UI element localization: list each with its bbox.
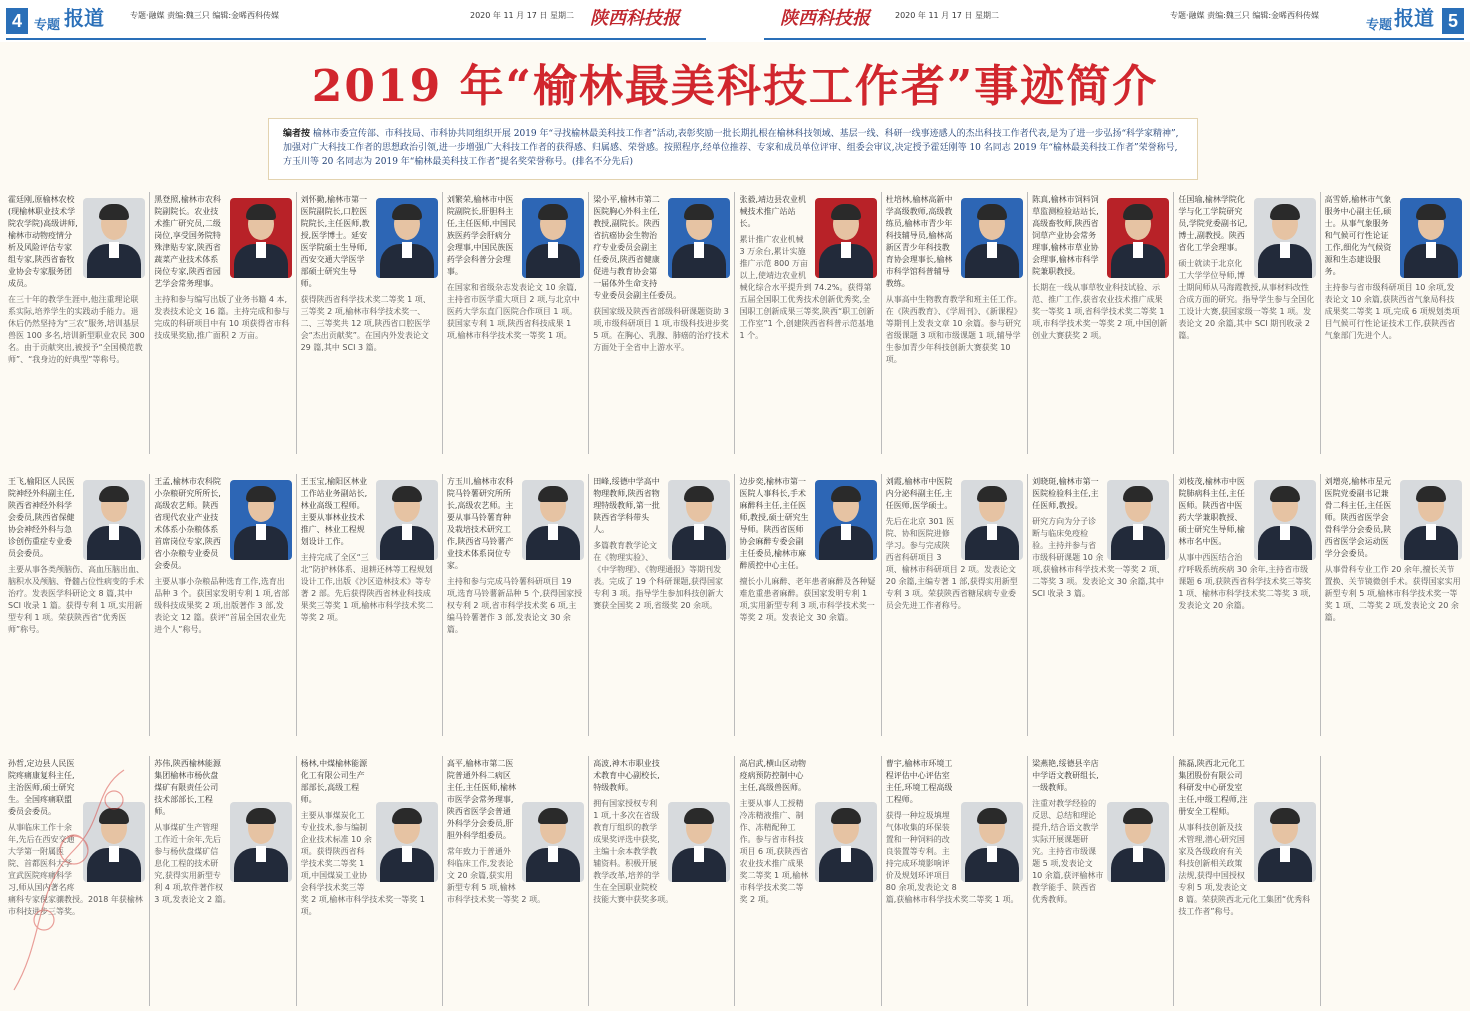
profile-lead: 苏伟,陕西榆林能源集团榆林市杨伙盘煤矿有限责任公司技术部部长,工程师。	[154, 759, 221, 816]
portrait-photo	[1254, 802, 1316, 882]
left-section-label: 专题	[34, 18, 61, 33]
profile-body: 从事临床工作十余年,先后在西安交通大学第一附属医院、首都医科大学宣武医院疼痛科学习,师从国内著名疼痛科专家倪家骧教授。2018 年获榆林市科技进步三等奖。	[8, 823, 143, 916]
profile-lead: 杨林,中煤榆林能源化工有限公司生产部部长,高级工程师。	[300, 759, 368, 804]
page-header	[0, 0, 1470, 42]
profile-card	[881, 474, 1027, 736]
portrait-photo	[1254, 198, 1316, 278]
profile-card	[588, 192, 734, 454]
left-page-number: 4	[6, 8, 28, 34]
profile-card	[588, 756, 734, 1006]
profile-card	[4, 192, 149, 454]
right-section-title: 报道	[1394, 6, 1434, 30]
profile-card	[1320, 192, 1466, 454]
profile-card	[149, 474, 295, 736]
profile-lead: 陈真,榆林市饲料饲草监测检验站站长,高级畜牧师,陕西省饲草产业协会常务理事,榆林市草业协会理事,榆林市科学院兼职教授。	[1032, 195, 1099, 276]
profile-lead: 方玉川,榆林市农科院马铃薯研究所所长,高级农艺师。主要从事马铃薯育种及栽培技术研究工作,陕西省马铃薯产业技术体系岗位专家。	[446, 477, 514, 570]
profile-body: 主要从事人工授精冷冻精液推广、制作、冻精配种工作。参与省市科技项目 6 项,获陕西省农业技术推广成果奖二等奖 1 项,榆林市科学技术奖二等奖 2 项。	[739, 799, 809, 904]
profile-card	[4, 474, 149, 736]
profile-body: 从事骨科专业工作 20 余年,擅长关节置换、关节镜微创手术。获得国家实用新型专利 5 项,榆林市科学技术奖一等奖 1 项、二等奖 2 项,发表论文 20 余篇。	[1324, 565, 1461, 622]
profile-card	[1027, 756, 1173, 1006]
portrait-photo	[1107, 198, 1169, 278]
profile-body: 主持和参与编写出版了业务书籍 4 本,发表技术论文 16 篇。主持完成和参与完成的科研项目中有 10 项获得省市科技成果奖励,推广面积 2 万亩。	[154, 295, 290, 340]
profile-lead: 高波,神木市职业技术教育中心副校长,特级教师。	[593, 759, 660, 792]
profile-lead: 高平,榆林市第二医院普通外科二病区主任,主任医师,榆林市医学会常务理事,陕西省医学会普通外科学分会委员,肝胆外科学组委员。	[446, 759, 516, 840]
profile-body: 获得一种垃圾填埋气体收集的环保装置和一种饲料的改良装置等专利。主持完成环境影响评价及规划环评项目 80 余项,发表论文 8 篇,获榆林市科学技术奖二等奖 1 项。	[885, 811, 1019, 904]
portrait-photo	[522, 198, 584, 278]
left-header-rule	[6, 38, 706, 40]
profile-card	[1320, 474, 1466, 736]
left-editors: 专题·融媒 责编:魏三只 编辑:金晞西科传媒	[130, 11, 280, 20]
profile-body: 长期在一线从事草牧业科技试验、示范、推广工作,获省农业技术推广成果奖一等奖 1 项,省科学技术奖二等奖 1 项,市科学技术奖一等奖 2 项,中国创新创业大赛获奖 2 项。	[1032, 283, 1168, 340]
portrait-photo	[83, 198, 145, 278]
profile-card	[149, 192, 295, 454]
right-paper-logo: 陕西科技报	[780, 8, 870, 29]
profile-body: 硕士就读于北京化工大学学位导师,博士期间师从马海霞教授,从事材料改性合成方面的研究。指导学生参与全国化工设计大赛,获国家级一等奖 1 项。发表论文 20 余篇,其中 SCI 期刊收录 2 篇。	[1178, 259, 1315, 340]
profile-body: 擅长小儿麻醉、老年患者麻醉及各种疑难危重患者麻醉。获国家发明专利 1 项,实用新型专利 3 项,市科学技术奖一等奖 2 项。发表论文 30 余篇。	[739, 577, 876, 622]
portrait-photo	[668, 802, 730, 882]
profile-lead: 王玉宝,榆阳区林业工作站业务副站长,林业高级工程师。主要从事林业技术推广、林业工程规划设计工作。	[300, 477, 368, 546]
profile-row-2	[4, 474, 1466, 736]
right-editors: 专题·融媒 责编:魏三只 编辑:金晞西科传媒	[1170, 11, 1320, 20]
portrait-photo	[1107, 802, 1169, 882]
profile-lead: 刘晓斑,榆林市第一医院检验科主任,主任医师,教授。	[1032, 477, 1099, 510]
profile-lead: 刘繁荣,榆林市中医院副院长,肝胆科主任,主任医师,中国民族医药学会肝病分会理事,中国民族医药学会科普分会理事。	[446, 195, 516, 276]
profile-lead: 高雪娇,榆林市气象服务中心副主任,硕士。从事气象服务和气候可行性论证工作,细化为气候资源和生态建设服务。	[1324, 195, 1392, 276]
portrait-photo	[961, 802, 1023, 882]
profile-body: 常年致力于普通外科临床工作,发表论文 20 余篇,获实用新型专利 5 项,榆林市科学技术奖一等奖 2 项。	[446, 847, 546, 904]
right-section-label: 专题	[1366, 18, 1393, 33]
profile-card	[1027, 192, 1173, 454]
profile-card	[442, 192, 588, 454]
right-date: 2020 年 11 月 17 日 星期二	[895, 11, 999, 20]
profile-body: 研究方向为分子诊断与临床免疫检验。主持并参与省市级科研课题 10 余项,获榆林市科学技术奖一等奖 2 项、二等奖 3 项。发表论文 30 余篇,其中 SCI 收录 3 篇。	[1032, 517, 1165, 598]
profile-card	[442, 756, 588, 1006]
portrait-photo	[815, 198, 877, 278]
profile-body: 主要从事小杂粮品种选育工作,选育出品种 3 个。获国家发明专利 1 项,省部级科技成果奖 2 项,出版著作 3 部,发表论文 12 篇。获评“首届全国农业先进个人”称号。	[154, 577, 290, 634]
profile-card	[296, 756, 442, 1006]
portrait-photo	[815, 480, 877, 560]
profile-body: 主持和参与完成马铃薯科研项目 19 项,选育马铃薯新品种 5 个,获得国家授权专利 2 项,省市科学技术奖 6 项,主编马铃薯著作 3 部,发表论文 30 余篇。	[446, 577, 583, 634]
profile-card	[442, 474, 588, 736]
profile-body: 在国家和省级杂志发表论文 10 余篇,主持省市医学重大项目 2 项,与北京中医药大学东直门医院合作项目 1 项。获国家专利 1 项,陕西省科技成果 1 项,榆林市科学技术奖一等奖 1 项。	[446, 283, 580, 340]
profile-card	[881, 192, 1027, 454]
profile-body: 多篇教育教学论文在《物理实验》、《中学物理》、《物理通报》等期刊发表。完成了 19 个科研课题,获得国家专利 3 项。指导学生参加科技创新大赛获全国奖 2 项,省级奖 20 余项。	[593, 541, 724, 610]
portrait-photo	[1254, 480, 1316, 560]
profile-card	[1320, 756, 1466, 1006]
floral-decoration	[4, 760, 144, 1000]
profile-lead: 杜培林,榆林高新中学高级教师,高级教练员,榆林市青少年科技辅导员,榆林高新区青少年科技教育协会理事长,榆林市科学馆科普辅导教练。	[885, 195, 953, 288]
profile-card	[296, 474, 442, 736]
profile-card	[881, 756, 1027, 1006]
profile-card	[1027, 474, 1173, 736]
portrait-photo	[230, 802, 292, 882]
profile-body: 累计推广农业机械 3 万余台,累计实施推广示范 800 万亩以上,使靖边农业机械化综合水平提升到 74.2%。获得第五届全国职工优秀技术创新优秀奖,全国职工创新成果三等奖,陕西“职工创新工作室”1 个,创建陕西省科普示范基地 1 个。	[739, 235, 875, 340]
portrait-photo	[961, 480, 1023, 560]
profile-card	[1173, 756, 1319, 1006]
profile-body: 主持参与省市级科研项目 10 余项,发表论文 10 余篇,获陕西省气象局科技成果奖二等奖 1 项,完成 6 项规划类项目气候可行性论证技术工作,获陕西省气象部门先进个人。	[1324, 283, 1460, 340]
profile-lead: 刘霞,榆林市中医院内分泌科副主任,主任医师,医学硕士。	[885, 477, 953, 510]
portrait-photo	[668, 198, 730, 278]
portrait-photo	[1107, 480, 1169, 560]
profile-lead: 曹宇,榆林市环境工程评估中心评估室主任,环境工程高级工程师。	[885, 759, 953, 804]
profile-card	[1173, 474, 1319, 736]
profile-lead: 孙哲,定边县人民医院疼痛康复科主任,主治医师,硕士研究生。全国疼痛联盟委员会委员。	[8, 759, 75, 816]
profile-card	[734, 756, 880, 1006]
profile-lead: 刘怀勤,榆林市第一医院副院长,口腔医院院长,主任医师,教授,医学博士。延安医学院硕士生导师,西安交通大学医学部硕士研究生导师。	[300, 195, 370, 288]
profile-body: 获国家级及陕西省部级科研课题资助 3 项,市级科研项目 1 项,市级科技进步奖 5 项。在胸心、乳腺、肺癌的治疗技术方面处于全省中上游水平。	[593, 307, 729, 352]
profile-card	[149, 756, 295, 1006]
portrait-photo	[522, 480, 584, 560]
profile-lead: 梁小平,榆林市第二医院胸心外科主任,教授,副院长。陕西省抗癌协会生物治疗专业委员会副主任委员,陕西省健康促进与教育协会第一届体外生命支持专业委员会副主任委员。	[593, 195, 682, 300]
profile-body: 注重对教学经验的反思、总结和理论提升,结合语文教学实际开展课题研究。主持省市级课题 5 项,发表论文 10 余篇,获评榆林市教学能手、陕西省优秀教师。	[1032, 799, 1104, 904]
editor-note	[268, 118, 1198, 180]
portrait-photo	[230, 198, 292, 278]
profile-body: 主要从事煤炭化工专业技术,参与编制企业技术标准 10 余项。获得陕西省科学技术奖二等奖 1 项,中国煤炭工业协会科学技术奖三等奖 2 项,榆林市科学技术奖一等奖 1 项。	[300, 811, 425, 916]
profile-row-3	[4, 756, 1466, 1006]
profile-body: 从事中西医结合治疗呼吸系统疾病 30 余年,主持省市级课题 6 项,获陕西省科学技术奖三等奖 1 项、榆林市科学技术奖二等奖 3 项,发表论文 20 余篇。	[1178, 553, 1312, 610]
profile-lead: 王飞,榆阳区人民医院神经外科副主任,陕西省神经外科学会委员,陕西省保健协会神经外科与急诊创伤重症专业委员会委员。	[8, 477, 75, 558]
profile-card	[588, 474, 734, 736]
profile-body: 主持完成了全区“三北”防护林体系、退耕还林等工程规划设计工作,出版《沙区造林技术》等专著 2 部。先后获得陕西省林业科技成果奖三等奖 1 项,榆林市科学技术奖二等奖 2 项。	[300, 553, 434, 622]
editor-note-text: 榆林市委宣传部、市科技局、市科协共同组织开展 2019 年“寻找榆林最美科技工作者”活动,表彰奖励一批长期扎根在榆林科技领域、基层一线、科研一线事迹感人的杰出科技工作者代表,是为了进一步弘扬“科学家精神”,加强对广大科技工作者的思想政治引领,进一步增强广大科技工作者的获得感、归属感、荣誉感。按照程序,经单位推荐、专家和成员单位评审、组委会审议,决定授予霍廷刚等 10 名同志 2019 年“榆林最美科技工作者”荣誉称号,方玉川等 20 名同志为 2019 年“榆林最美科技工作者”提名奖荣誉称号。(排名不分先后)	[283, 129, 1179, 167]
profile-body: 先后在北京 301 医院、协和医院进修学习。参与完成陕西省科研项目 3 项、榆林市科研项目 2 项。发表论文 20 余篇,主编专著 1 部,获得实用新型专利 3 项。荣获陕西省糖尿病专业委员会先进工作者称号。	[885, 517, 1018, 610]
profile-lead: 高启武,横山区动物疫病预防控制中心主任,高级兽医师。	[739, 759, 807, 792]
portrait-photo	[1400, 480, 1462, 560]
left-section-title: 报道	[64, 6, 104, 30]
page-title: 2019 年“榆林最美科技工作者”事迹简介	[311, 61, 1159, 112]
profile-body: 获得陕西省科学技术奖二等奖 1 项、三等奖 2 项,榆林市科学技术奖一、二、三等奖共 12 项,陕西省口腔医学会“杰出贡献奖”。在国内外发表论文 29 篇,其中 SCI 3 篇。	[300, 295, 431, 352]
profile-lead: 熊磊,陕西北元化工集团股份有限公司科研发中心研发室主任,中级工程师,注册安全工程师。	[1178, 759, 1248, 816]
left-date: 2020 年 11 月 17 日 星期二	[470, 11, 574, 20]
profile-body: 从事煤矿生产管理工作近十余年,先后参与杨伙盘煤矿信息化工程的技术研究,获得实用新型专利 4 项,软件著作权 3 项,发表论文 2 篇。	[154, 823, 231, 904]
profile-lead: 田峰,绥德中学高中物理教师,陕西省物理特级教师,第一批陕西省学科带头人。	[593, 477, 660, 534]
profile-row-1	[4, 192, 1466, 454]
portrait-photo	[376, 480, 438, 560]
profile-card	[296, 192, 442, 454]
portrait-photo	[83, 480, 145, 560]
portrait-photo	[961, 198, 1023, 278]
portrait-photo	[376, 198, 438, 278]
portrait-photo	[668, 480, 730, 560]
profile-body: 从事高中生物教育教学和班主任工作。在《陕西教育》、《学周刊》、《新课程》等期刊上发表文章 10 余篇。参与研究省级课题 3 项和市级课题 1 项,辅导学生参加青少年科技创新大赛获奖 10 项。	[885, 295, 1022, 364]
portrait-photo	[522, 802, 584, 882]
editor-note-label: 编者按	[283, 129, 311, 139]
profile-lead: 张毅,靖边县农业机械技术推广站站长。	[739, 195, 807, 228]
profile-body: 主要从事各类颅脑伤、高血压脑出血、脑积水及颅脑、脊髓占位性病变的手术治疗。发表医学科研论文 8 篇,其中 SCI 收录 1 篇。获得专利 1 项,实用新型专利 1 项。荣获陕西省“优秀医师”称号。	[8, 565, 144, 634]
profile-lead: 任国瑜,榆林学院化学与化工学院研究员,学院党委副书记,博士,副教授。陕西省化工学会理事。	[1178, 195, 1248, 252]
portrait-photo	[1400, 198, 1462, 278]
profile-body: 拥有国家授权专利 1 项,十多次在省级教育厅组织的教学成果奖评选中获奖,主编十余本教学教辅资料。积极开展教学改革,培养的学生在全国职业院校技能大赛中获奖多项。	[593, 799, 674, 904]
right-header-rule	[764, 38, 1464, 40]
profile-card	[734, 192, 880, 454]
profile-lead: 刘增亮,榆林市星元医院党委副书记兼骨二科主任,主任医师。陕西省医学会骨科学分会委员,陕西省医学会运动医学分会委员。	[1324, 477, 1392, 558]
profile-lead: 霍廷刚,原榆林农校(现榆林职业技术学院农学院)高级讲师,榆林市动物疫情分析及风险评估专家组专家,陕西省畜牧业协会专家服务团成员。	[8, 195, 78, 288]
profile-lead: 边步奕,榆林市第一医院人事科长,手术麻醉科主任,主任医师,教授,硕士研究生导师。陕西省医师协会麻醉专委会副主任委员,榆林市麻醉质控中心主任。	[739, 477, 809, 570]
portrait-photo	[376, 802, 438, 882]
profile-body: 在三十年的教学生涯中,他注重理论联系实际,培养学生的实践动手能力。退休后仍然坚持为“三农”服务,培训基层兽医 100 多名,培训新型职业农民 300 名。由于贡献突出,被授予“全国模范教师”、“我身边的好典型”等称号。	[8, 295, 145, 364]
profile-lead: 梁燕艳,绥德县辛店中学语文教研组长,一级教师。	[1032, 759, 1099, 792]
profile-body: 从事科技创新及技术管理,潜心研究国家及各级政府有关科技创新相关政策法规,获得中国授权专利 5 项,发表论文 8 篇。荣获陕西北元化工集团“优秀科技工作者”称号。	[1178, 823, 1311, 916]
left-paper-logo: 陕西科技报	[590, 8, 680, 29]
profile-lead: 王孟,榆林市农科院小杂粮研究所所长,高级农艺师。陕西省现代农业产业技术体系小杂粮体系首席岗位专家,陕西省小杂粮专业委员会委员。	[154, 477, 221, 570]
portrait-photo	[815, 802, 877, 882]
profile-card	[1173, 192, 1319, 454]
profile-lead: 刘枝茂,榆林市中医院肺病科主任,主任医师。陕西省中医药大学兼职教授、硕士研究生导师,榆林市名中医。	[1178, 477, 1245, 546]
right-page-number: 5	[1442, 8, 1464, 34]
portrait-photo	[230, 480, 292, 560]
profile-lead: 黑登照,榆林市农科院副院长。农业技术推广研究员,二级岗位,享受国务院特殊津贴专家,陕西省蔬菜产业技术体系岗位专家,陕西省园艺学会常务理事。	[154, 195, 221, 288]
profile-card	[734, 474, 880, 736]
